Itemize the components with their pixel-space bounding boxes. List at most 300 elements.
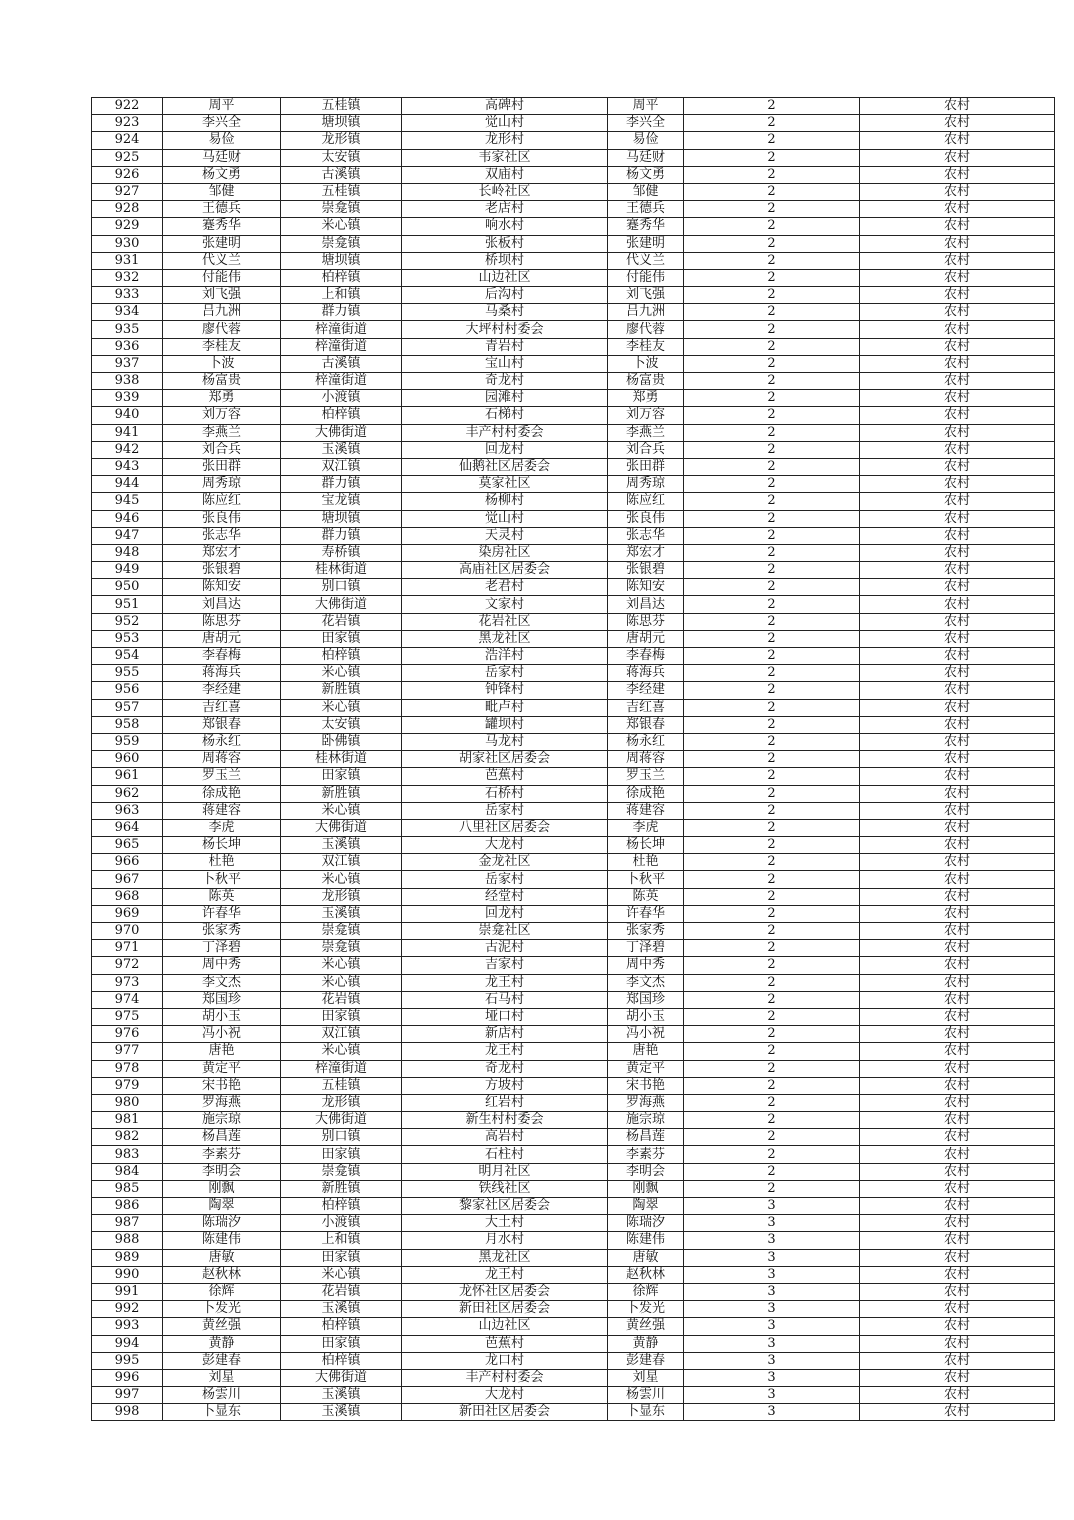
row-index-cell: 926 <box>92 166 163 183</box>
row-index-cell: 955 <box>92 665 163 682</box>
row-index-cell: 954 <box>92 648 163 665</box>
town-cell: 太安镇 <box>281 716 402 733</box>
person-name-cell: 卜发光 <box>163 1301 281 1318</box>
area-type-cell: 农村 <box>860 373 1055 390</box>
table-row <box>92 682 1055 699</box>
village-cell: 芭蕉村 <box>402 768 608 785</box>
area-type-cell: 农村 <box>860 458 1055 475</box>
town-cell: 玉溪镇 <box>281 441 402 458</box>
household-head-cell: 张良伟 <box>608 510 684 527</box>
person-name-cell: 彭建春 <box>163 1352 281 1369</box>
village-cell: 宝山村 <box>402 355 608 372</box>
row-index-cell: 964 <box>92 819 163 836</box>
person-name-cell: 蒋海兵 <box>163 665 281 682</box>
row-index-cell: 971 <box>92 940 163 957</box>
row-index-cell: 960 <box>92 751 163 768</box>
household-head-cell: 卜秋平 <box>608 871 684 888</box>
town-cell: 新胜镇 <box>281 1180 402 1197</box>
table-row <box>92 665 1055 682</box>
town-cell: 群力镇 <box>281 476 402 493</box>
row-index-cell: 953 <box>92 630 163 647</box>
household-head-cell: 徐成艳 <box>608 785 684 802</box>
village-cell: 丰产村村委会 <box>402 424 608 441</box>
table-row <box>92 1060 1055 1077</box>
household-head-cell: 付能伟 <box>608 269 684 286</box>
town-cell: 别口镇 <box>281 1129 402 1146</box>
person-name-cell: 周平 <box>163 98 281 115</box>
village-cell: 回龙村 <box>402 441 608 458</box>
area-type-cell: 农村 <box>860 424 1055 441</box>
town-cell: 玉溪镇 <box>281 837 402 854</box>
person-name-cell: 张志华 <box>163 527 281 544</box>
area-type-cell: 农村 <box>860 991 1055 1008</box>
town-cell: 玉溪镇 <box>281 1404 402 1421</box>
row-index-cell: 931 <box>92 252 163 269</box>
row-index-cell: 927 <box>92 183 163 200</box>
person-name-cell: 陈应红 <box>163 493 281 510</box>
area-type-cell: 农村 <box>860 1180 1055 1197</box>
village-cell: 山边社区 <box>402 1318 608 1335</box>
household-head-cell: 张银碧 <box>608 562 684 579</box>
table-row <box>92 888 1055 905</box>
household-size-cell: 2 <box>684 991 860 1008</box>
table-row <box>92 1369 1055 1386</box>
household-size-cell: 2 <box>684 1180 860 1197</box>
village-cell: 大龙村 <box>402 837 608 854</box>
area-type-cell: 农村 <box>860 613 1055 630</box>
row-index-cell: 922 <box>92 98 163 115</box>
row-index-cell: 974 <box>92 991 163 1008</box>
person-name-cell: 王德兵 <box>163 201 281 218</box>
row-index-cell: 929 <box>92 218 163 235</box>
household-size-cell: 2 <box>684 1094 860 1111</box>
town-cell: 新胜镇 <box>281 785 402 802</box>
village-cell: 大土村 <box>402 1215 608 1232</box>
person-name-cell: 陈知安 <box>163 579 281 596</box>
household-head-cell: 陈应红 <box>608 493 684 510</box>
area-type-cell: 农村 <box>860 1008 1055 1025</box>
person-name-cell: 卜显东 <box>163 1404 281 1421</box>
household-size-cell: 2 <box>684 854 860 871</box>
village-cell: 黑龙社区 <box>402 630 608 647</box>
town-cell: 双江镇 <box>281 854 402 871</box>
household-size-cell: 2 <box>684 476 860 493</box>
town-cell: 上和镇 <box>281 287 402 304</box>
village-cell: 黎家社区居委会 <box>402 1198 608 1215</box>
village-cell: 后沟村 <box>402 287 608 304</box>
household-head-cell: 黄丝强 <box>608 1318 684 1335</box>
household-size-cell: 2 <box>684 287 860 304</box>
household-head-cell: 陈思芬 <box>608 613 684 630</box>
household-size-cell: 2 <box>684 1008 860 1025</box>
town-cell: 田家镇 <box>281 1008 402 1025</box>
table-row <box>92 733 1055 750</box>
area-type-cell: 农村 <box>860 905 1055 922</box>
household-head-cell: 邹健 <box>608 183 684 200</box>
row-index-cell: 938 <box>92 373 163 390</box>
person-name-cell: 周中秀 <box>163 957 281 974</box>
area-type-cell: 农村 <box>860 115 1055 132</box>
household-size-cell: 2 <box>684 269 860 286</box>
town-cell: 五桂镇 <box>281 1077 402 1094</box>
household-size-cell: 3 <box>684 1369 860 1386</box>
table-row <box>92 974 1055 991</box>
row-index-cell: 983 <box>92 1146 163 1163</box>
area-type-cell: 农村 <box>860 1060 1055 1077</box>
household-size-cell: 3 <box>684 1215 860 1232</box>
household-head-cell: 彭建春 <box>608 1352 684 1369</box>
village-cell: 大坪村村委会 <box>402 321 608 338</box>
row-index-cell: 930 <box>92 235 163 252</box>
town-cell: 塘坝镇 <box>281 252 402 269</box>
person-name-cell: 卜秋平 <box>163 871 281 888</box>
household-size-cell: 2 <box>684 218 860 235</box>
area-type-cell: 农村 <box>860 390 1055 407</box>
town-cell: 花岩镇 <box>281 613 402 630</box>
household-head-cell: 刚飘 <box>608 1180 684 1197</box>
row-index-cell: 992 <box>92 1301 163 1318</box>
village-cell: 双庙村 <box>402 166 608 183</box>
table-row <box>92 321 1055 338</box>
household-size-cell: 2 <box>684 888 860 905</box>
household-size-cell: 2 <box>684 768 860 785</box>
household-head-cell: 廖代蓉 <box>608 321 684 338</box>
row-index-cell: 962 <box>92 785 163 802</box>
household-head-cell: 周秀琼 <box>608 476 684 493</box>
person-name-cell: 李燕兰 <box>163 424 281 441</box>
person-name-cell: 徐成艳 <box>163 785 281 802</box>
household-size-cell: 3 <box>684 1266 860 1283</box>
table-row <box>92 441 1055 458</box>
area-type-cell: 农村 <box>860 596 1055 613</box>
area-type-cell: 农村 <box>860 1163 1055 1180</box>
town-cell: 寿桥镇 <box>281 544 402 561</box>
area-type-cell: 农村 <box>860 201 1055 218</box>
household-head-cell: 李明会 <box>608 1163 684 1180</box>
village-cell: 龙形村 <box>402 132 608 149</box>
village-cell: 高岩村 <box>402 1129 608 1146</box>
row-index-cell: 946 <box>92 510 163 527</box>
person-name-cell: 吕九洲 <box>163 304 281 321</box>
village-cell: 岳家村 <box>402 665 608 682</box>
person-name-cell: 张良伟 <box>163 510 281 527</box>
household-head-cell: 李素芬 <box>608 1146 684 1163</box>
person-name-cell: 马廷财 <box>163 149 281 166</box>
household-size-cell: 3 <box>684 1318 860 1335</box>
household-head-cell: 郑国珍 <box>608 991 684 1008</box>
village-cell: 新田社区居委会 <box>402 1404 608 1421</box>
table-row <box>92 149 1055 166</box>
person-name-cell: 徐辉 <box>163 1283 281 1300</box>
person-name-cell: 张银碧 <box>163 562 281 579</box>
person-name-cell: 杨雲川 <box>163 1387 281 1404</box>
area-type-cell: 农村 <box>860 304 1055 321</box>
household-head-cell: 杨富贵 <box>608 373 684 390</box>
household-size-cell: 2 <box>684 871 860 888</box>
household-head-cell: 陶翠 <box>608 1198 684 1215</box>
person-name-cell: 刘昌达 <box>163 596 281 613</box>
area-type-cell: 农村 <box>860 1146 1055 1163</box>
person-name-cell: 李春梅 <box>163 648 281 665</box>
village-cell: 石桥村 <box>402 785 608 802</box>
table-row <box>92 562 1055 579</box>
town-cell: 玉溪镇 <box>281 1301 402 1318</box>
village-cell: 吉家村 <box>402 957 608 974</box>
village-cell: 龙王村 <box>402 974 608 991</box>
table-row <box>92 1404 1055 1421</box>
town-cell: 梓潼街道 <box>281 321 402 338</box>
village-cell: 韦家社区 <box>402 149 608 166</box>
area-type-cell: 农村 <box>860 630 1055 647</box>
area-type-cell: 农村 <box>860 321 1055 338</box>
town-cell: 崇龛镇 <box>281 1163 402 1180</box>
area-type-cell: 农村 <box>860 98 1055 115</box>
village-cell: 长岭社区 <box>402 183 608 200</box>
town-cell: 田家镇 <box>281 630 402 647</box>
household-head-cell: 李经建 <box>608 682 684 699</box>
area-type-cell: 农村 <box>860 1301 1055 1318</box>
village-cell: 马龙村 <box>402 733 608 750</box>
row-index-cell: 956 <box>92 682 163 699</box>
town-cell: 梓潼街道 <box>281 373 402 390</box>
person-name-cell: 丁泽碧 <box>163 940 281 957</box>
village-cell: 垭口村 <box>402 1008 608 1025</box>
row-index-cell: 923 <box>92 115 163 132</box>
village-cell: 浩洋村 <box>402 648 608 665</box>
table-row <box>92 166 1055 183</box>
row-index-cell: 966 <box>92 854 163 871</box>
area-type-cell: 农村 <box>860 562 1055 579</box>
row-index-cell: 976 <box>92 1026 163 1043</box>
village-cell: 石马村 <box>402 991 608 1008</box>
person-name-cell: 邹健 <box>163 183 281 200</box>
town-cell: 大佛街道 <box>281 596 402 613</box>
area-type-cell: 农村 <box>860 132 1055 149</box>
household-size-cell: 2 <box>684 802 860 819</box>
person-name-cell: 赵秋林 <box>163 1266 281 1283</box>
area-type-cell: 农村 <box>860 957 1055 974</box>
row-index-cell: 981 <box>92 1112 163 1129</box>
row-index-cell: 986 <box>92 1198 163 1215</box>
household-size-cell: 2 <box>684 1060 860 1077</box>
row-index-cell: 941 <box>92 424 163 441</box>
household-size-cell: 2 <box>684 974 860 991</box>
town-cell: 梓潼街道 <box>281 1060 402 1077</box>
town-cell: 桂林街道 <box>281 751 402 768</box>
table-row <box>92 905 1055 922</box>
table-row <box>92 1283 1055 1300</box>
village-cell: 园滩村 <box>402 390 608 407</box>
person-name-cell: 李虎 <box>163 819 281 836</box>
town-cell: 崇龛镇 <box>281 923 402 940</box>
row-index-cell: 957 <box>92 699 163 716</box>
area-type-cell: 农村 <box>860 1318 1055 1335</box>
area-type-cell: 农村 <box>860 1249 1055 1266</box>
household-head-cell: 李虎 <box>608 819 684 836</box>
village-cell: 胡家社区居委会 <box>402 751 608 768</box>
town-cell: 大佛街道 <box>281 424 402 441</box>
town-cell: 龙形镇 <box>281 888 402 905</box>
town-cell: 群力镇 <box>281 527 402 544</box>
household-head-cell: 李春梅 <box>608 648 684 665</box>
table-row <box>92 355 1055 372</box>
village-cell: 月水村 <box>402 1232 608 1249</box>
person-name-cell: 周秀琼 <box>163 476 281 493</box>
area-type-cell: 农村 <box>860 733 1055 750</box>
person-name-cell: 冯小祝 <box>163 1026 281 1043</box>
table-row <box>92 1352 1055 1369</box>
row-index-cell: 993 <box>92 1318 163 1335</box>
area-type-cell: 农村 <box>860 544 1055 561</box>
area-type-cell: 农村 <box>860 1215 1055 1232</box>
village-cell: 丰产村村委会 <box>402 1369 608 1386</box>
person-name-cell: 陈建伟 <box>163 1232 281 1249</box>
records-table <box>91 97 1055 1421</box>
household-size-cell: 2 <box>684 338 860 355</box>
table-row <box>92 493 1055 510</box>
row-index-cell: 972 <box>92 957 163 974</box>
village-cell: 奇龙村 <box>402 373 608 390</box>
household-size-cell: 2 <box>684 940 860 957</box>
person-name-cell: 陈瑞汐 <box>163 1215 281 1232</box>
row-index-cell: 989 <box>92 1249 163 1266</box>
row-index-cell: 998 <box>92 1404 163 1421</box>
household-head-cell: 周蒋容 <box>608 751 684 768</box>
village-cell: 新生村村委会 <box>402 1112 608 1129</box>
row-index-cell: 942 <box>92 441 163 458</box>
household-head-cell: 胡小玉 <box>608 1008 684 1025</box>
village-cell: 铁线社区 <box>402 1180 608 1197</box>
village-cell: 岳家村 <box>402 871 608 888</box>
area-type-cell: 农村 <box>860 1283 1055 1300</box>
row-index-cell: 975 <box>92 1008 163 1025</box>
household-head-cell: 杜艳 <box>608 854 684 871</box>
table-row <box>92 785 1055 802</box>
row-index-cell: 924 <box>92 132 163 149</box>
village-cell: 石梯村 <box>402 407 608 424</box>
row-index-cell: 965 <box>92 837 163 854</box>
table-row <box>92 613 1055 630</box>
town-cell: 崇龛镇 <box>281 201 402 218</box>
area-type-cell: 农村 <box>860 1129 1055 1146</box>
household-size-cell: 2 <box>684 923 860 940</box>
area-type-cell: 农村 <box>860 819 1055 836</box>
household-size-cell: 2 <box>684 304 860 321</box>
household-head-cell: 徐辉 <box>608 1283 684 1300</box>
table-row <box>92 802 1055 819</box>
village-cell: 仙鹅社区居委会 <box>402 458 608 475</box>
row-index-cell: 951 <box>92 596 163 613</box>
household-head-cell: 杨昌莲 <box>608 1129 684 1146</box>
village-cell: 莫家社区 <box>402 476 608 493</box>
row-index-cell: 985 <box>92 1180 163 1197</box>
town-cell: 五桂镇 <box>281 98 402 115</box>
household-size-cell: 2 <box>684 579 860 596</box>
area-type-cell: 农村 <box>860 1026 1055 1043</box>
household-head-cell: 李文杰 <box>608 974 684 991</box>
household-size-cell: 3 <box>684 1404 860 1421</box>
area-type-cell: 农村 <box>860 1369 1055 1386</box>
household-size-cell: 2 <box>684 510 860 527</box>
household-head-cell: 张志华 <box>608 527 684 544</box>
town-cell: 崇龛镇 <box>281 940 402 957</box>
village-cell: 老君村 <box>402 579 608 596</box>
table-row <box>92 1094 1055 1111</box>
household-size-cell: 2 <box>684 751 860 768</box>
row-index-cell: 967 <box>92 871 163 888</box>
town-cell: 桂林街道 <box>281 562 402 579</box>
household-head-cell: 冯小祝 <box>608 1026 684 1043</box>
person-name-cell: 周蒋容 <box>163 751 281 768</box>
row-index-cell: 928 <box>92 201 163 218</box>
town-cell: 塘坝镇 <box>281 510 402 527</box>
village-cell: 红岩村 <box>402 1094 608 1111</box>
household-size-cell: 2 <box>684 1146 860 1163</box>
table-row <box>92 1146 1055 1163</box>
table-row <box>92 132 1055 149</box>
town-cell: 双江镇 <box>281 458 402 475</box>
table-row <box>92 1215 1055 1232</box>
area-type-cell: 农村 <box>860 1352 1055 1369</box>
area-type-cell: 农村 <box>860 1335 1055 1352</box>
household-size-cell: 2 <box>684 699 860 716</box>
household-size-cell: 2 <box>684 716 860 733</box>
row-index-cell: 990 <box>92 1266 163 1283</box>
area-type-cell: 农村 <box>860 493 1055 510</box>
household-size-cell: 2 <box>684 527 860 544</box>
household-size-cell: 2 <box>684 115 860 132</box>
town-cell: 田家镇 <box>281 1146 402 1163</box>
household-head-cell: 许春华 <box>608 905 684 922</box>
household-head-cell: 刘合兵 <box>608 441 684 458</box>
person-name-cell: 杨永红 <box>163 733 281 750</box>
row-index-cell: 995 <box>92 1352 163 1369</box>
household-size-cell: 2 <box>684 373 860 390</box>
table-row <box>92 768 1055 785</box>
row-index-cell: 958 <box>92 716 163 733</box>
household-head-cell: 郑宏才 <box>608 544 684 561</box>
row-index-cell: 935 <box>92 321 163 338</box>
village-cell: 龙王村 <box>402 1266 608 1283</box>
household-head-cell: 蹇秀华 <box>608 218 684 235</box>
household-size-cell: 2 <box>684 1026 860 1043</box>
town-cell: 田家镇 <box>281 1249 402 1266</box>
table-row <box>92 1266 1055 1283</box>
household-head-cell: 郑银春 <box>608 716 684 733</box>
table-row <box>92 304 1055 321</box>
town-cell: 柏梓镇 <box>281 648 402 665</box>
household-head-cell: 卜发光 <box>608 1301 684 1318</box>
household-head-cell: 杨永红 <box>608 733 684 750</box>
household-head-cell: 唐艳 <box>608 1043 684 1060</box>
village-cell: 张板村 <box>402 235 608 252</box>
table-row <box>92 544 1055 561</box>
area-type-cell: 农村 <box>860 407 1055 424</box>
household-size-cell: 2 <box>684 1077 860 1094</box>
area-type-cell: 农村 <box>860 1198 1055 1215</box>
area-type-cell: 农村 <box>860 287 1055 304</box>
table-row <box>92 424 1055 441</box>
household-size-cell: 2 <box>684 458 860 475</box>
area-type-cell: 农村 <box>860 923 1055 940</box>
row-index-cell: 940 <box>92 407 163 424</box>
area-type-cell: 农村 <box>860 579 1055 596</box>
town-cell: 米心镇 <box>281 218 402 235</box>
person-name-cell: 陶翠 <box>163 1198 281 1215</box>
household-size-cell: 2 <box>684 355 860 372</box>
row-index-cell: 988 <box>92 1232 163 1249</box>
person-name-cell: 宋书艳 <box>163 1077 281 1094</box>
